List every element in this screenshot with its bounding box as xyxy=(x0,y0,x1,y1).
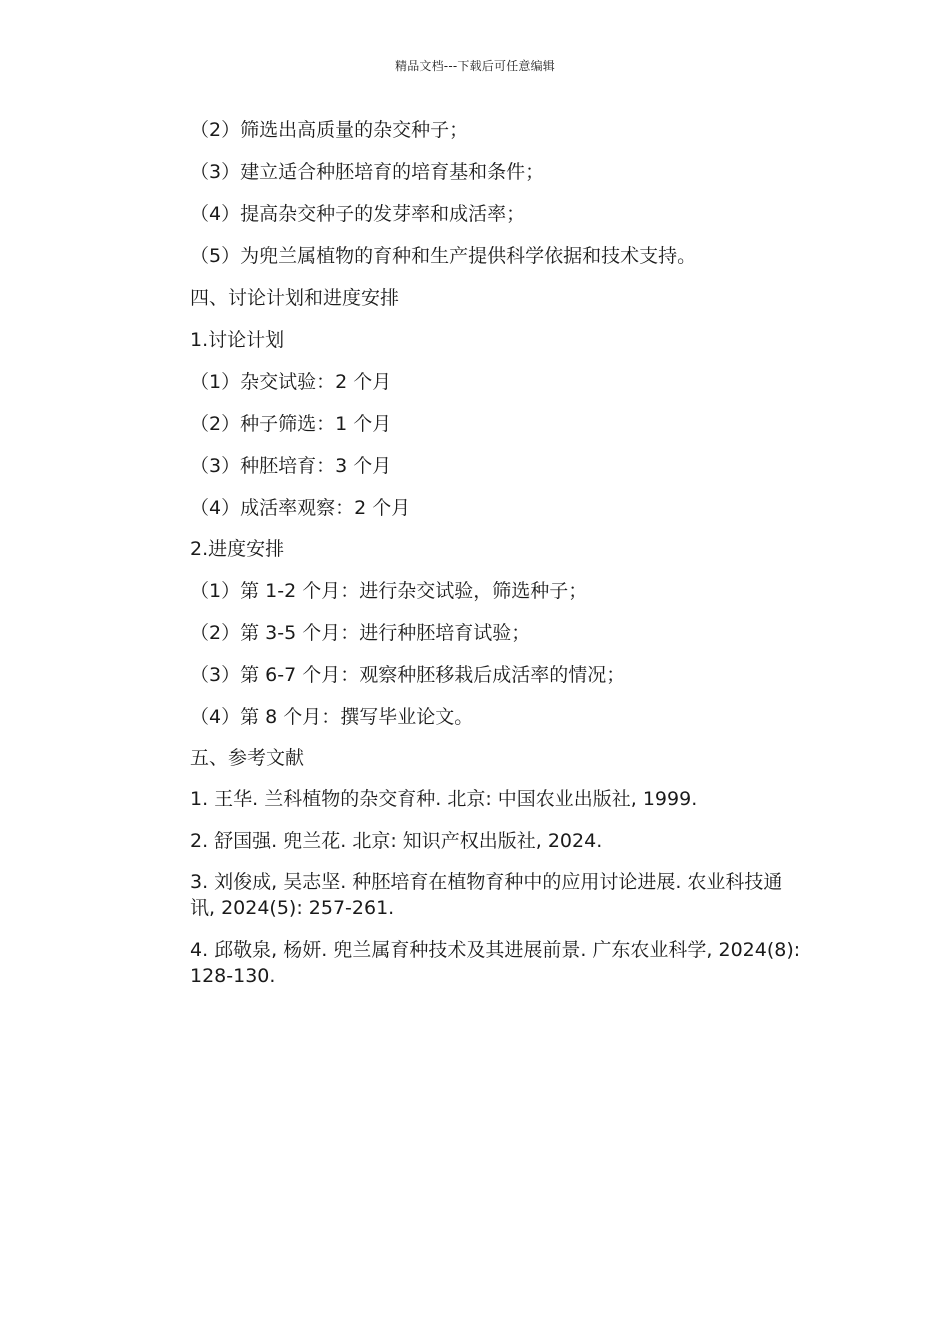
reference-item xyxy=(145,937,805,989)
reference-item: 2. 舒国强. 兜兰花. 北京: 知识产权出版社, 2024. xyxy=(190,830,603,852)
plan-item: （2）种子筛选：1 个月 xyxy=(190,413,392,435)
schedule-item: （2）第 3-5 个月：进行种胚培育试验； xyxy=(190,622,531,644)
section-heading: 四、讨论计划和进度安排 xyxy=(190,287,400,309)
section-heading: 五、参考文献 xyxy=(190,747,305,769)
schedule-item: （4）第 8 个月：撰写毕业论文。 xyxy=(190,706,474,728)
objective-item: （4）提高杂交种子的发芽率和成活率； xyxy=(190,203,526,225)
plan-item: （1）杂交试验：2 个月 xyxy=(190,371,392,393)
schedule-item: （3）第 6-7 个月：观察种胚移栽后成活率的情况； xyxy=(190,664,626,686)
objective-item: （5）为兜兰属植物的育种和生产提供科学依据和技术支持。 xyxy=(190,245,697,267)
reference-text: 3. 刘俊成, 吴志坚. 种胚培育在植物育种中的应用讨论进展. 农业科技通讯, 2024(5): 257-261. xyxy=(190,871,783,919)
objective-item: （3）建立适合种胚培育的培育基和条件； xyxy=(190,161,545,183)
subsection-heading: 1.讨论计划 xyxy=(190,329,285,351)
schedule-item: （1）第 1-2 个月：进行杂交试验，筛选种子； xyxy=(190,580,588,602)
objective-item: （2）筛选出高质量的杂交种子； xyxy=(190,119,469,141)
reference-item xyxy=(145,869,805,921)
reference-item: 1. 王华. 兰科植物的杂交育种. 北京: 中国农业出版社, 1999. xyxy=(190,788,698,810)
plan-item: （3）种胚培育：3 个月 xyxy=(190,455,392,477)
plan-item: （4）成活率观察：2 个月 xyxy=(190,497,411,519)
reference-text: 4. 邱敬泉, 杨妍. 兜兰属育种技术及其进展前景. 广东农业科学, 2024(8): 128-130. xyxy=(190,939,801,987)
page-header: 精品文档---下载后可任意编辑 xyxy=(395,59,555,73)
subsection-heading: 2.进度安排 xyxy=(190,538,285,560)
